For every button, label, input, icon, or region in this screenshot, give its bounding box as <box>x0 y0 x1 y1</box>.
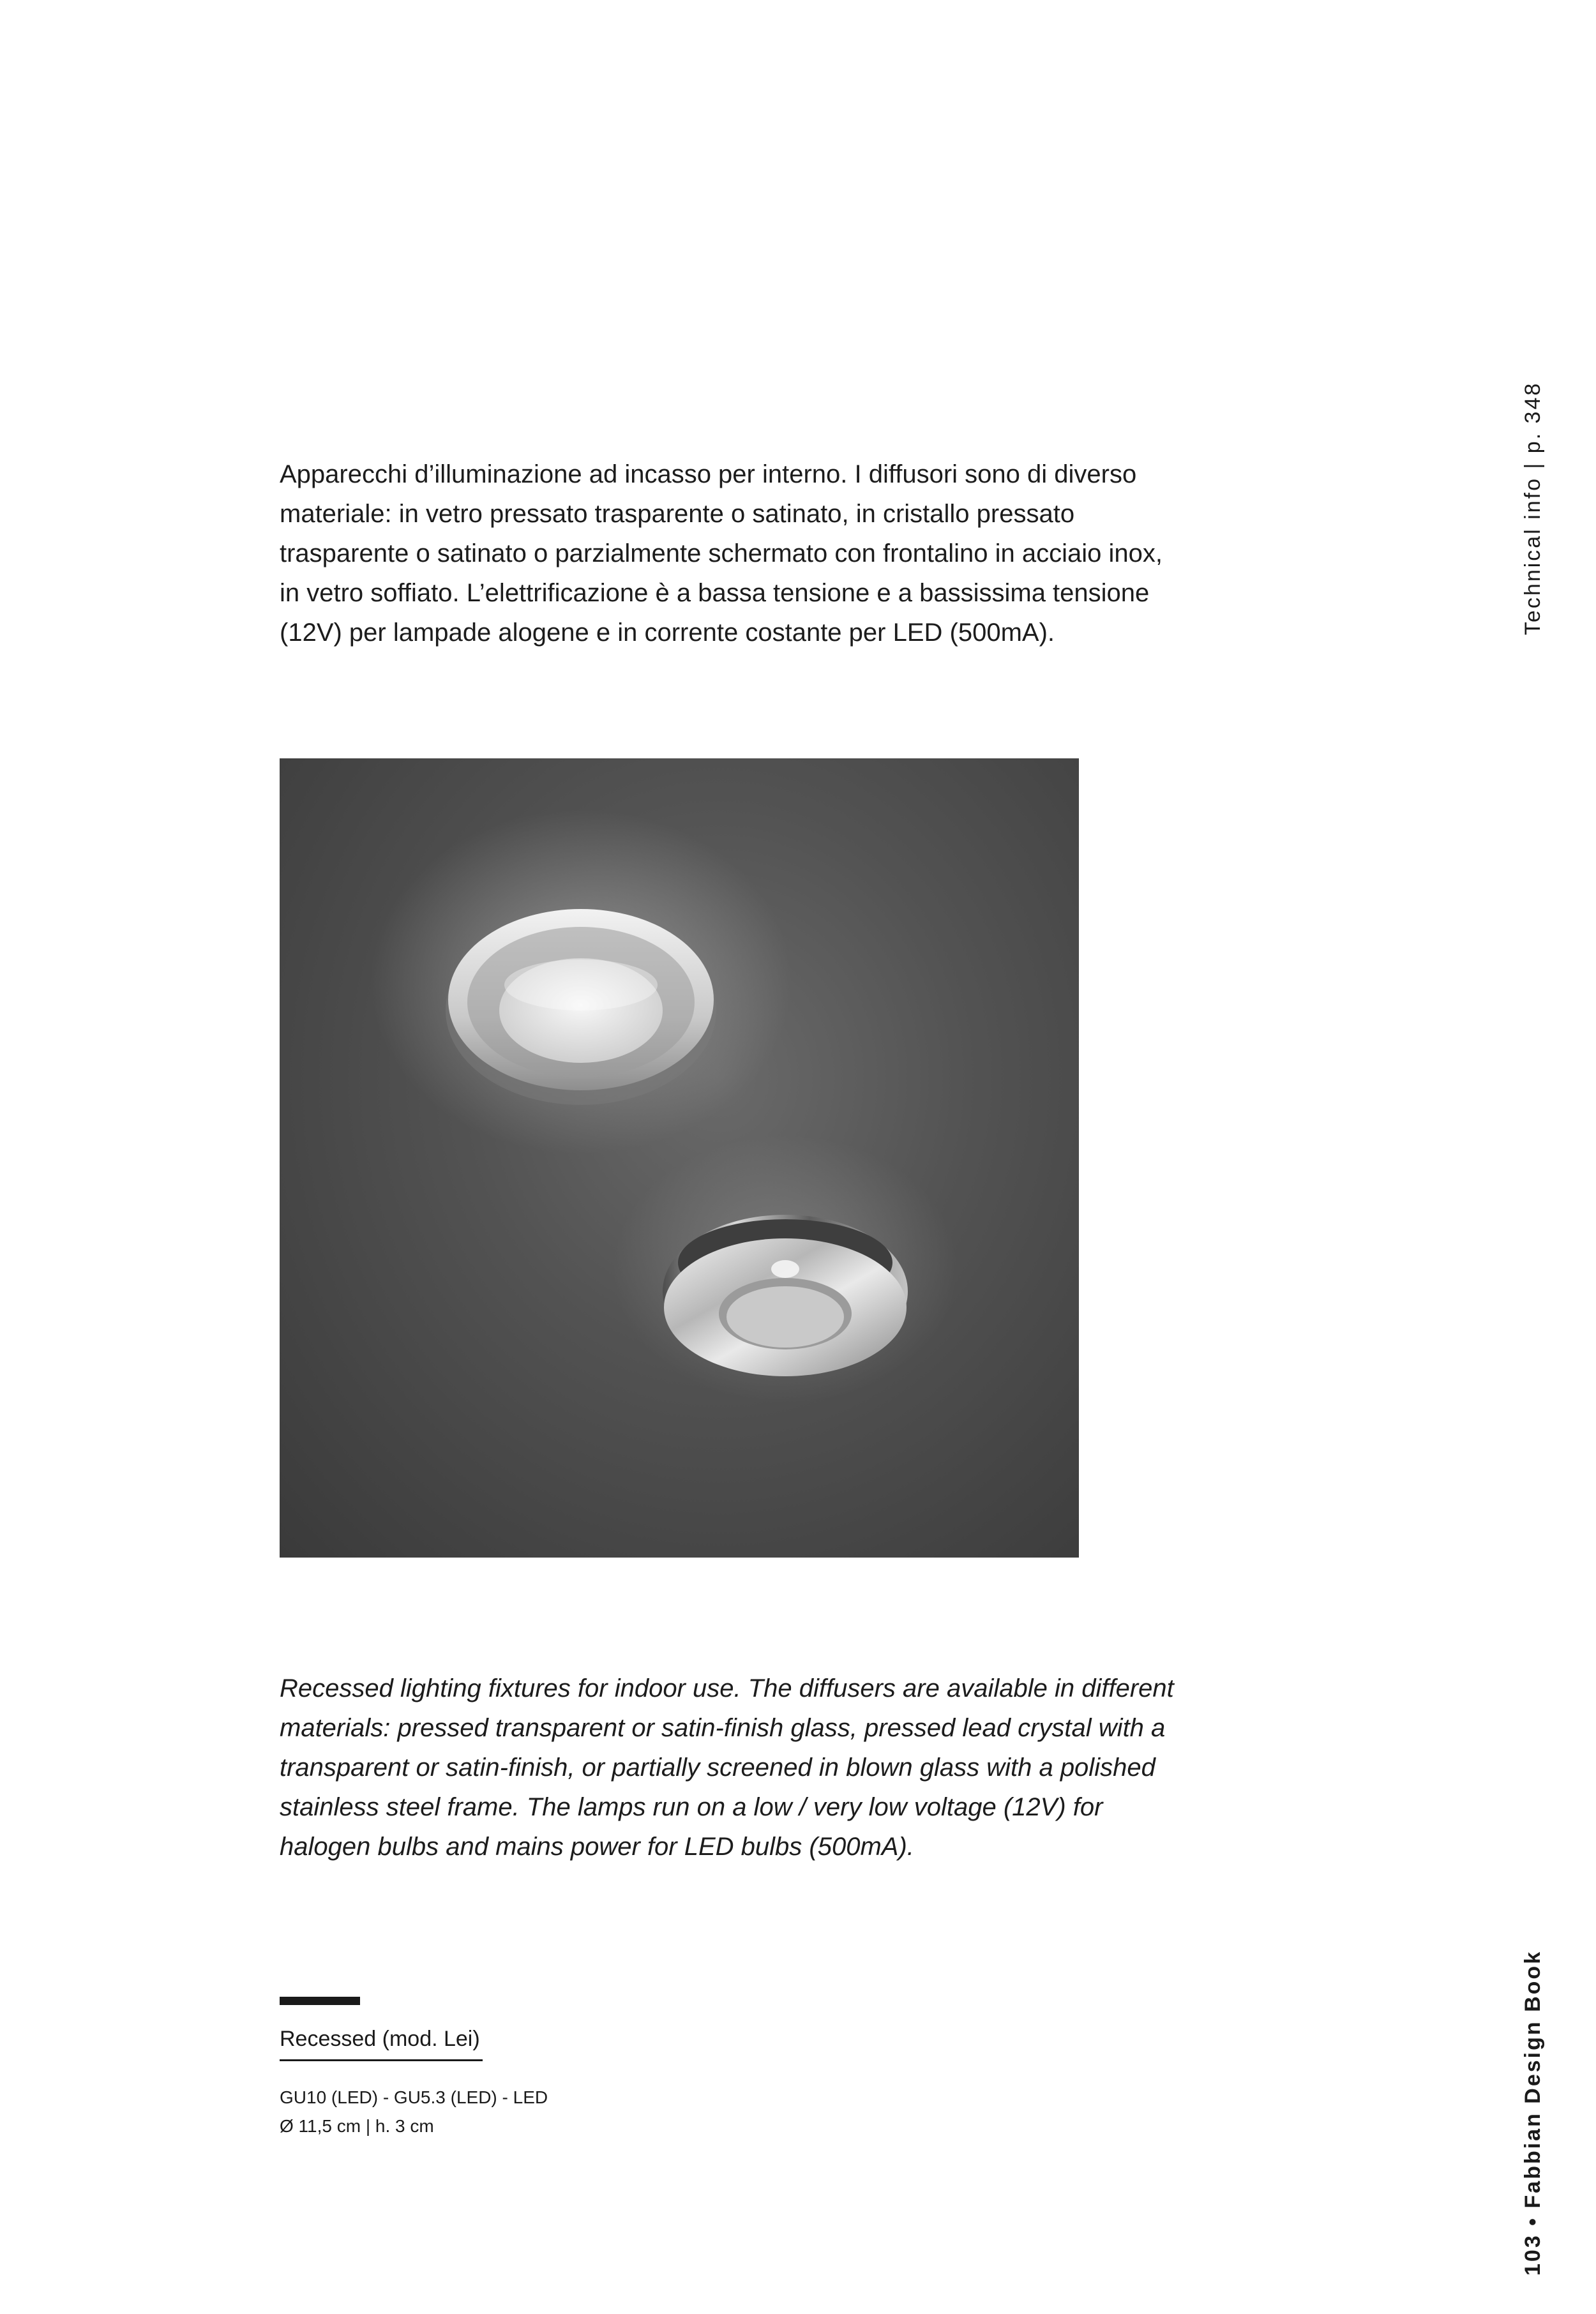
product-photo <box>280 758 1079 1558</box>
technical-info-reference: Technical info | p. 348 <box>1521 381 1545 635</box>
intro-text-italian: Apparecchi d’illuminazione ad incasso per interno. I diffusori sono di diverso materiale: in vetro pressato trasparente o satinato, in cristallo pressato trasparente o satinato o parzialmente schermato con frontalino in acciaio inox, in vetro soffiato. L’elettrificazione è a bassa tensione e a bassissima tensione (12V) per lampade alogene e in corrente costante per LED (500mA). <box>280 460 1163 647</box>
page-footer-book-title: 103 • Fabbian Design Book <box>1521 1950 1545 2276</box>
product-title: Recessed (mod. Lei) <box>280 2025 483 2061</box>
product-spec-lamps: GU10 (LED) - GU5.3 (LED) - LED <box>280 2087 548 2107</box>
intro-text-english: Recessed lighting fixtures for indoor use. The diffusers are available in different materials: pressed transparent or satin-finish glass, pressed lead crystal with a transparent or satin-finish, or partially screened in blown glass with a polished stainless steel frame. The lamps run on a low / very low voltage (12V) for halogen bulbs and mains power for LED bulbs (500mA). <box>280 1674 1174 1861</box>
section-divider-bar <box>280 1997 360 2005</box>
product-spec-dimensions: Ø 11,5 cm | h. 3 cm <box>280 2116 434 2136</box>
